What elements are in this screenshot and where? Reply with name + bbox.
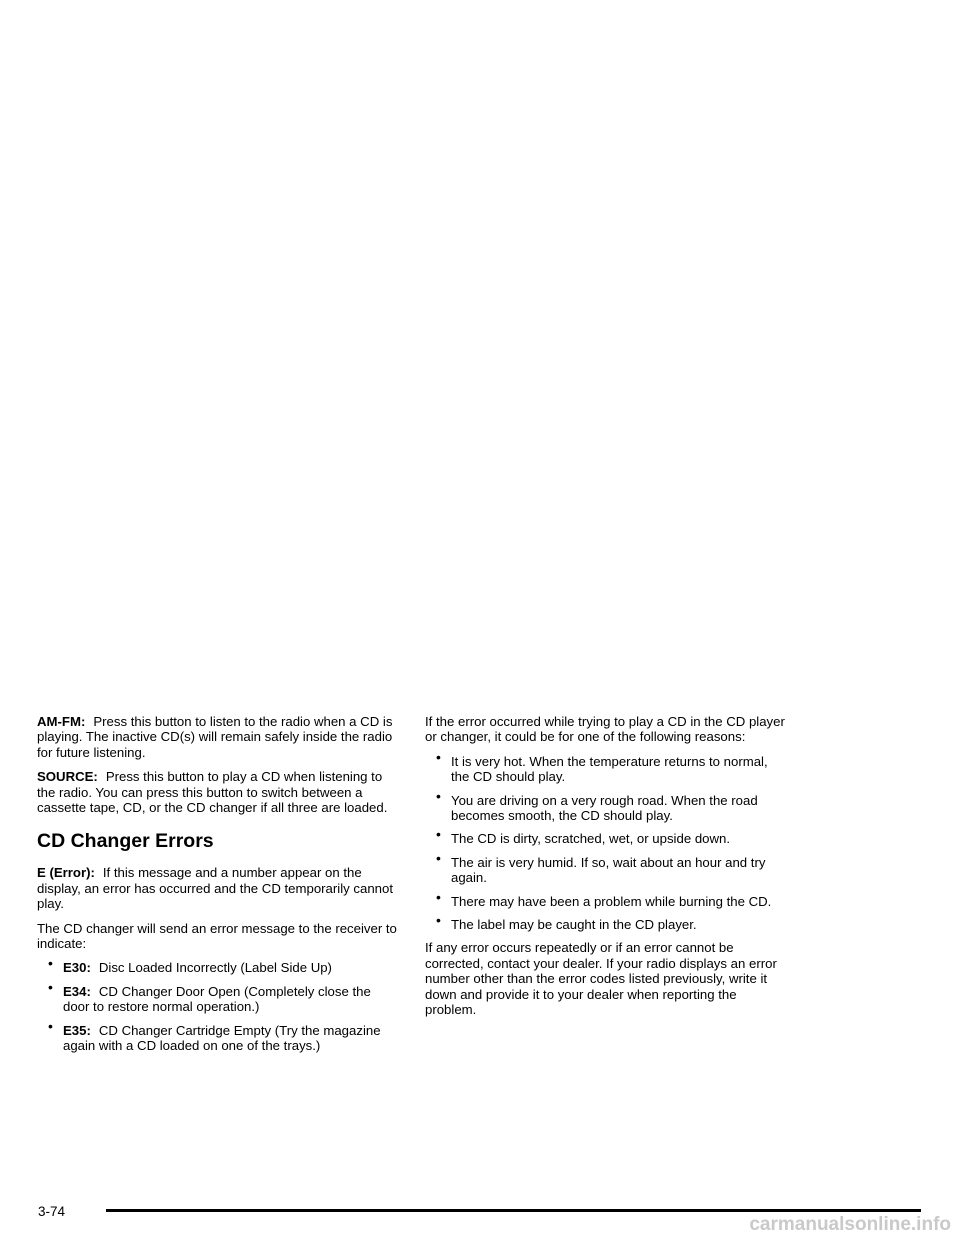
amfm-paragraph [37, 714, 397, 760]
bullet-icon: • [436, 787, 441, 804]
list-item [37, 1017, 397, 1054]
reason-text: There may have been a problem while burning the CD. [451, 893, 772, 909]
reasons-intro: If the error occurred while trying to play a CD in the CD player or changer, it could be for one of the following reasons: [425, 714, 785, 745]
footer-rule [106, 1209, 921, 1212]
reason-text: The label may be caught in the CD player. [451, 917, 697, 933]
error-text: If this message and a number appear on the display, an error has occurred and the CD temporarily cannot play. [37, 865, 393, 912]
reasons-list [425, 748, 785, 933]
list-item [425, 826, 785, 847]
bullet-icon: • [48, 978, 53, 995]
error-code: E30: [63, 960, 91, 976]
source-text: Press this button to play a CD when listening to the radio. You can press this button to switch between a cassette tape, CD, or the CD changer if all three are loaded. [37, 769, 388, 816]
bullet-icon: • [436, 826, 441, 843]
bullet-icon: • [436, 912, 441, 929]
reason-text: You are driving on a very rough road. When the road becomes smooth, the CD should play. [451, 792, 758, 824]
codes-intro: The CD changer will send an error message to the receiver to indicate: [37, 920, 397, 952]
error-code: E34: [63, 983, 91, 999]
list-item [425, 888, 785, 909]
source-term: SOURCE: [37, 769, 98, 785]
bullet-icon: • [436, 748, 441, 765]
list-item [37, 955, 397, 976]
bullet-icon: • [436, 849, 441, 866]
list-item [425, 748, 785, 785]
watermark: carmanualsonline.info [749, 1214, 951, 1235]
bullet-icon: • [48, 1017, 53, 1034]
bullet-icon: • [48, 955, 53, 972]
list-item [37, 978, 397, 1015]
list-item [425, 849, 785, 886]
source-paragraph [37, 769, 397, 815]
error-code-text: CD Changer Door Open (Completely close the door to restore normal operation.) [63, 983, 371, 1015]
bullet-icon: • [436, 888, 441, 905]
page-number: 3-74 [38, 1204, 66, 1219]
list-item [425, 912, 785, 933]
reason-text: It is very hot. When the temperature returns to normal, the CD should play. [451, 753, 768, 785]
error-code: E35: [63, 1022, 91, 1038]
section-heading: CD Changer Errors [37, 830, 214, 853]
error-paragraph [37, 865, 397, 911]
right-column [425, 714, 785, 1027]
reason-text: The CD is dirty, scratched, wet, or upside down. [451, 831, 731, 847]
error-code-list [37, 955, 397, 1054]
error-term: E (Error): [37, 865, 95, 881]
amfm-term: AM-FM: [37, 714, 86, 729]
amfm-text: Press this button to listen to the radio when a CD is playing. The inactive CD(s) will remain safely inside the radio for future listening. [37, 714, 393, 760]
error-code-text: CD Changer Cartridge Empty (Try the magazine again with a CD loaded on one of the trays.) [63, 1022, 381, 1054]
left-column [37, 714, 397, 1062]
closing-paragraph: If any error occurs repeatedly or if an error cannot be corrected, contact your dealer. If your radio displays an error number other than the error codes listed previously, write it down and provide it to your dealer when reporting the problem. [425, 940, 777, 1018]
error-code-text: Disc Loaded Incorrectly (Label Side Up) [98, 960, 332, 976]
list-item [425, 787, 785, 824]
reason-text: The air is very humid. If so, wait about an hour and try again. [451, 854, 766, 886]
